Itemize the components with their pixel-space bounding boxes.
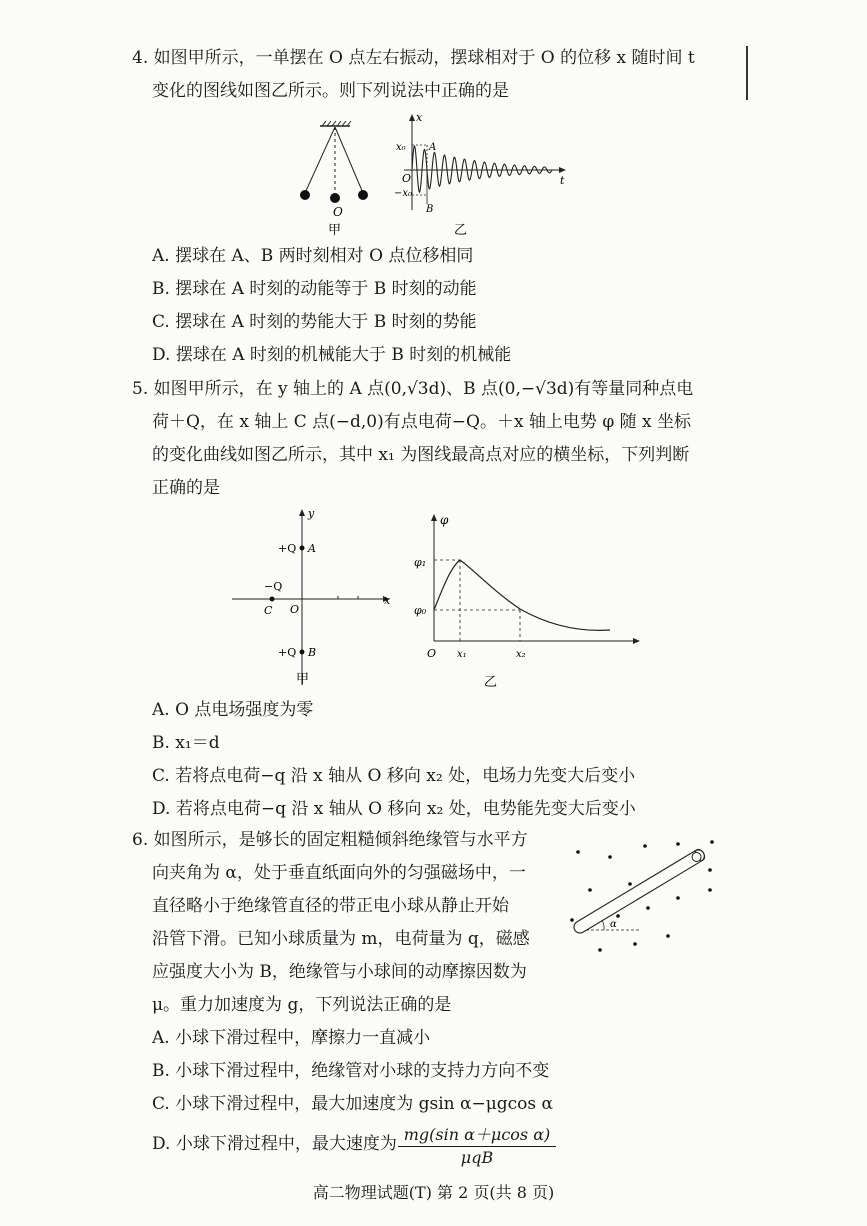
- q6-option-a: A. 小球下滑过程中，摩擦力一直减小: [152, 1028, 431, 1048]
- q5-potential-curve: [434, 560, 610, 630]
- q5-figure-potential-graph: [410, 508, 650, 693]
- q4-figure-pendulum: [288, 118, 388, 238]
- q6-option-d-denominator: μqB: [460, 1148, 494, 1167]
- q5-yi-phi1-label: φ₁: [414, 556, 427, 569]
- q4-option-d: D. 摆球在 A 时刻的机械能大于 B 时刻的机械能: [152, 345, 512, 365]
- q6-option-c: C. 小球下滑过程中，最大加速度为 gsin α−μgcos α: [152, 1094, 554, 1114]
- q5-jia-y-axis-label: y: [308, 507, 315, 520]
- q5-option-c: C. 若将点电荷−q 沿 x 轴从 O 移向 x₂ 处，电场力先变大后变小: [152, 766, 636, 786]
- q5-option-d: D. 若将点电荷−q 沿 x 轴从 O 移向 x₂ 处，电势能先变大后变小: [152, 799, 636, 819]
- q5-yi-o-label: O: [427, 647, 437, 660]
- q4-yi-x-axis-label: x: [416, 112, 423, 124]
- q5-stem-line1: 5. 如图甲所示，在 y 轴上的 A 点(0,√3d)、B 点(0,−√3d)有等量同种点电: [132, 379, 694, 399]
- q4-yi-neg-x0-label: −x₀: [394, 188, 413, 199]
- q4-stem-line1: 4. 如图甲所示，一单摆在 O 点左右振动，摆球相对于 O 的位移 x 随时间 t: [132, 48, 695, 68]
- q6-stem-line5: 应强度大小为 B，绝缘管与小球间的动摩擦因数为: [152, 962, 527, 982]
- q6-stem-line1: 6. 如图所示，是够长的固定粗糙倾斜绝缘管与水平方: [132, 830, 528, 850]
- q6-stem-line2: 向夹角为 α，处于垂直纸面向外的匀强磁场中，一: [152, 863, 526, 883]
- q5-jia-charge-b: +Q: [278, 646, 297, 659]
- q4-option-a: A. 摆球在 A、B 两时刻相对 O 点位移相同: [152, 246, 474, 266]
- q4-yi-b-label: B: [426, 204, 434, 215]
- q4-yi-t-axis-label: t: [560, 174, 565, 187]
- q4-option-b: B. 摆球在 A 时刻的动能等于 B 时刻的动能: [152, 279, 477, 299]
- q6-stem-line3: 直径略小于绝缘管直径的带正电小球从静止开始: [152, 896, 509, 916]
- q5-yi-caption: 乙: [484, 675, 498, 690]
- q6-figure-inclined-tube: [560, 832, 730, 962]
- q6-stem-line6: μ。重力加速度为 g，下列说法正确的是: [152, 995, 452, 1015]
- q6-option-d-fraction: [398, 1122, 556, 1167]
- q5-figure-charges: [228, 505, 398, 695]
- binding-margin-line: [746, 46, 748, 100]
- q5-jia-x-axis-label: x: [384, 594, 391, 607]
- q5-jia-charge-c: −Q: [264, 580, 283, 593]
- q6-option-b: B. 小球下滑过程中，绝缘管对小球的支持力方向不变: [152, 1061, 550, 1081]
- q4-yi-a-label: A: [429, 142, 437, 153]
- q5-jia-label-o: O: [290, 603, 300, 616]
- q4-yi-o-label: O: [402, 172, 412, 185]
- q4-yi-x0-label: x₀: [396, 142, 406, 153]
- q5-jia-label-c: C: [264, 604, 273, 617]
- q5-jia-label-b: B: [308, 646, 317, 659]
- q5-yi-phi0-label: φ₀: [414, 604, 427, 617]
- page-footer: 高二物理试题(T) 第 2 页(共 8 页): [312, 1183, 555, 1202]
- q5-stem-line4: 正确的是: [152, 478, 220, 498]
- q5-jia-caption: 甲: [296, 672, 310, 687]
- q5-yi-x1-label: x₁: [457, 649, 467, 660]
- q5-yi-x2-label: x₂: [516, 649, 526, 660]
- q5-jia-charge-a: +Q: [278, 542, 297, 555]
- q5-option-a: A. O 点电场强度为零: [152, 700, 314, 720]
- q5-stem-line3: 的变化曲线如图乙所示，其中 x₁ 为图线最高点对应的横坐标，下列判断: [152, 445, 690, 465]
- q6-stem-line4: 沿管下滑。已知小球质量为 m，电荷量为 q，磁感: [152, 929, 530, 949]
- q6-angle-label: α: [610, 919, 617, 930]
- q5-stem-line2: 荷＋Q，在 x 轴上 C 点(−d,0)有点电荷−Q。＋x 轴上电势 φ 随 x 坐标: [152, 412, 692, 432]
- q6-option-d-numerator: mg(sin α＋μcos α): [398, 1122, 556, 1147]
- q4-figure-displacement-graph: [394, 112, 574, 242]
- q4-yi-caption: 乙: [454, 223, 468, 238]
- q5-yi-phi-axis-label: φ: [440, 513, 449, 527]
- q4-jia-caption: 甲: [328, 223, 342, 238]
- q4-option-c: C. 摆球在 A 时刻的势能大于 B 时刻的势能: [152, 312, 477, 332]
- q5-jia-label-a: A: [308, 542, 316, 555]
- q5-option-b: B. x₁＝d: [152, 733, 220, 753]
- q4-stem-line2: 变化的图线如图乙所示。则下列说法中正确的是: [152, 81, 509, 101]
- q4-jia-o-label: O: [333, 205, 343, 219]
- q6-option-d-prefix: D. 小球下滑过程中，最大速度为: [152, 1134, 397, 1154]
